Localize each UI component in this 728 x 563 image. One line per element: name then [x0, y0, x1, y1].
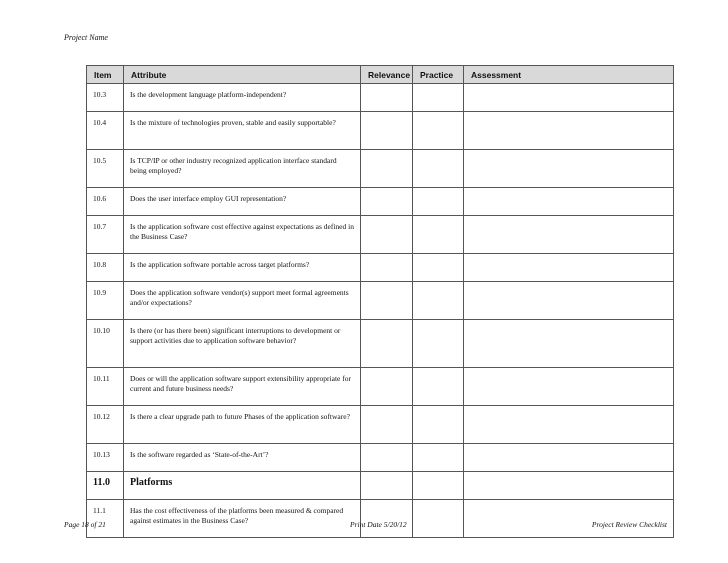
table-header-row [87, 66, 674, 84]
table-row [87, 500, 674, 538]
table-row [87, 216, 674, 254]
relevance-cell [361, 282, 413, 320]
relevance-cell [361, 254, 413, 282]
item-number: 10.9 [87, 282, 124, 320]
table-row [87, 254, 674, 282]
attribute-text: Is there a clear upgrade path to future Phases of the application software? [124, 406, 361, 444]
assessment-cell [464, 282, 674, 320]
practice-cell [413, 406, 464, 444]
item-number: 10.11 [87, 368, 124, 406]
attribute-text: Does the application software vendor(s) support meet formal agreements and/or expectations? [124, 282, 361, 320]
attribute-text: Does or will the application software support extensibility appropriate for current and future business needs? [124, 368, 361, 406]
table-row [87, 112, 674, 150]
item-number: 11.1 [87, 500, 124, 538]
practice-cell [413, 472, 464, 500]
assessment-cell [464, 320, 674, 368]
attribute-text: Does the user interface employ GUI representation? [124, 188, 361, 216]
attribute-text: Is the mixture of technologies proven, stable and easily supportable? [124, 112, 361, 150]
practice-cell [413, 216, 464, 254]
practice-cell [413, 444, 464, 472]
relevance-cell [361, 368, 413, 406]
item-number: 10.7 [87, 216, 124, 254]
practice-cell [413, 320, 464, 368]
assessment-cell [464, 254, 674, 282]
practice-cell [413, 500, 464, 538]
assessment-cell [464, 500, 674, 538]
relevance-cell [361, 112, 413, 150]
item-number: 10.10 [87, 320, 124, 368]
practice-cell [413, 282, 464, 320]
project-name-header: Project Name [64, 33, 108, 42]
table-row [87, 444, 674, 472]
assessment-cell [464, 150, 674, 188]
item-number: 10.3 [87, 84, 124, 112]
table-row [87, 406, 674, 444]
print-date: Print Date 5/20/12 [350, 520, 407, 529]
relevance-cell [361, 188, 413, 216]
item-number: 10.4 [87, 112, 124, 150]
attribute-text: Is the application software portable across target platforms? [124, 254, 361, 282]
review-checklist-table [86, 65, 674, 538]
table-row [87, 188, 674, 216]
practice-cell [413, 112, 464, 150]
relevance-cell [361, 444, 413, 472]
document-title: Project Review Checklist [591, 520, 667, 529]
assessment-cell [464, 112, 674, 150]
attribute-text: Is the development language platform-independent? [124, 84, 361, 112]
item-number: 10.12 [87, 406, 124, 444]
column-header-assessment: Assessment [464, 66, 674, 84]
attribute-text: Is the application software cost effective against expectations as defined in the Business Case? [124, 216, 361, 254]
section-number: 11.0 [87, 472, 124, 500]
relevance-cell [361, 500, 413, 538]
assessment-cell [464, 472, 674, 500]
item-number: 10.5 [87, 150, 124, 188]
attribute-text: Has the cost effectiveness of the platforms been measured & compared against estimates in the Business Case? [124, 500, 361, 538]
item-number: 10.8 [87, 254, 124, 282]
relevance-cell [361, 472, 413, 500]
assessment-cell [464, 368, 674, 406]
assessment-cell [464, 84, 674, 112]
item-number: 10.13 [87, 444, 124, 472]
attribute-text: Is TCP/IP or other industry recognized application interface standard being employed? [124, 150, 361, 188]
table-row [87, 282, 674, 320]
section-heading-row [87, 472, 674, 500]
practice-cell [413, 254, 464, 282]
relevance-cell [361, 84, 413, 112]
practice-cell [413, 150, 464, 188]
table-row [87, 320, 674, 368]
table-row [87, 368, 674, 406]
assessment-cell [464, 406, 674, 444]
assessment-cell [464, 444, 674, 472]
relevance-cell [361, 216, 413, 254]
relevance-cell [361, 406, 413, 444]
column-header-relevance: Relevance [361, 66, 413, 84]
table-row [87, 84, 674, 112]
item-number: 10.6 [87, 188, 124, 216]
practice-cell [413, 84, 464, 112]
assessment-cell [464, 216, 674, 254]
page-number: Page 18 of 21 [64, 520, 106, 529]
relevance-cell [361, 320, 413, 368]
column-header-practice: Practice [413, 66, 464, 84]
practice-cell [413, 368, 464, 406]
table-row [87, 150, 674, 188]
practice-cell [413, 188, 464, 216]
attribute-text: Is the software regarded as ‘State-of-the-Art’? [124, 444, 361, 472]
column-header-item: Item [87, 66, 124, 84]
section-title: Platforms [124, 472, 361, 500]
column-header-attribute: Attribute [124, 66, 361, 84]
attribute-text: Is there (or has there been) significant interruptions to development or support activities due to application software behavior? [124, 320, 361, 368]
assessment-cell [464, 188, 674, 216]
relevance-cell [361, 150, 413, 188]
